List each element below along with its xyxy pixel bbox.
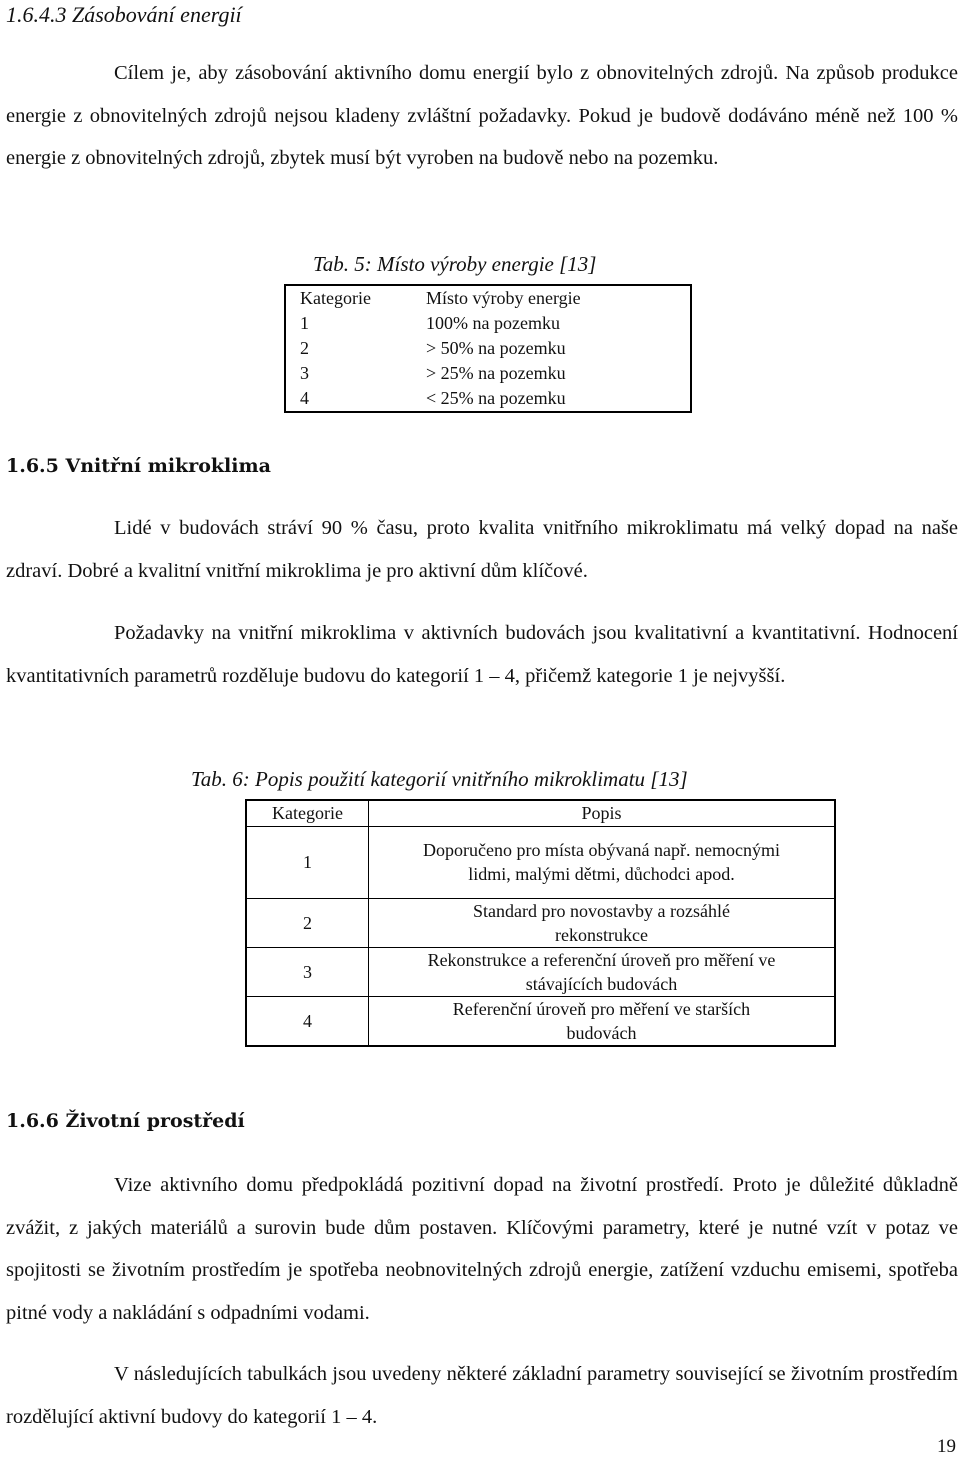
table-cell: Standard pro novostavby a rozsáhlé rekonstrukce	[369, 898, 836, 947]
table-row	[246, 898, 835, 947]
table-header-cell: Kategorie	[300, 288, 371, 308]
table-cell: < 25% na pozemku	[426, 388, 566, 408]
paragraph-energy-supply: Cílem je, aby zásobování aktivního domu energií bylo z obnovitelných zdrojů. Na způsob produkce energie z obnovitelných zdrojů nejsou kladeny zvláštní požadavky. Pokud je budově dodáváno méně než 100 % energie z obnovitelných zdrojů, zbytek musí být vyroben na budově nebo na pozemku.	[6, 62, 958, 169]
table6-caption: Tab. 6: Popis použití kategorií vnitřního mikroklimatu [13]	[191, 767, 688, 791]
table-cell: 4	[300, 388, 309, 408]
table-header-cell: Kategorie	[246, 800, 369, 826]
table-cell: Referenční úroveň pro měření ve starších budovách	[369, 996, 836, 1046]
paragraph-environment-1: Vize aktivního domu předpokládá pozitivní dopad na životní prostředí. Proto je důležité důkladně zvážit, z jakých materiálů a surovin bude dům postaven. Klíčovými parametry, které je nutné vzít v potaz ve spojitosti se životním prostředím je spotřeba neobnovitelných zdrojů energie, zatížení vzduchu emisemi, spotřeba pitné vody a nakládání s odpadními vodami.	[6, 1174, 958, 1324]
table-cell: > 50% na pozemku	[426, 338, 566, 358]
paragraph-environment-2: V následujících tabulkách jsou uvedeny některé základní parametry související se životním prostředím rozdělující aktivní budovy do kategorií 1 – 4.	[6, 1363, 958, 1428]
table-cell: 1	[300, 313, 309, 333]
paragraph-indoor-climate-2: Požadavky na vnitřní mikroklima v aktivních budovách jsou kvalitativní a kvantitativní. Hodnocení kvantitativních parametrů rozděluje budovu do kategorií 1 – 4, přičemž kategorie 1 je nejvyšší.	[6, 622, 958, 687]
table-row	[285, 361, 691, 386]
table-row	[246, 996, 835, 1046]
table-cell: 3	[246, 947, 369, 996]
table-row	[246, 947, 835, 996]
table-row	[285, 336, 691, 361]
table-row	[246, 826, 835, 898]
page-number: 19	[937, 1436, 956, 1457]
section-title-environment: 1.6.6 Životní prostředí	[6, 1110, 245, 1132]
table-header-cell: Popis	[369, 800, 836, 826]
table-cell: > 25% na pozemku	[426, 363, 566, 383]
paragraph-indoor-climate-1: Lidé v budovách stráví 90 % času, proto kvalita vnitřního mikroklimatu má velký dopad na naše zdraví. Dobré a kvalitní vnitřní mikroklima je pro aktivní dům klíčové.	[6, 517, 958, 582]
table-header-cell: Místo výroby energie	[426, 288, 581, 308]
table-cell: 3	[300, 363, 309, 383]
table-cell: Rekonstrukce a referenční úroveň pro měření ve stávajících budovách	[369, 947, 836, 996]
table5-caption: Tab. 5: Místo výroby energie [13]	[313, 252, 597, 276]
table-cell: 100% na pozemku	[426, 313, 560, 333]
section-title-energy-supply: 1.6.4.3 Zásobování energií	[6, 2, 242, 27]
table-cell: 2	[300, 338, 309, 358]
table-header-row	[246, 800, 835, 826]
table-cell: Doporučeno pro místa obývaná např. nemocnými lidmi, malými dětmi, důchodci apod.	[369, 826, 836, 898]
table-cell: 1	[246, 826, 369, 898]
table-header-row	[285, 285, 691, 311]
table-row	[285, 311, 691, 336]
table-cell: 4	[246, 996, 369, 1046]
table5	[284, 284, 692, 413]
table-cell: 2	[246, 898, 369, 947]
table-row	[285, 386, 691, 412]
section-title-indoor-climate: 1.6.5 Vnitřní mikroklima	[6, 455, 271, 477]
table6	[245, 799, 836, 1047]
